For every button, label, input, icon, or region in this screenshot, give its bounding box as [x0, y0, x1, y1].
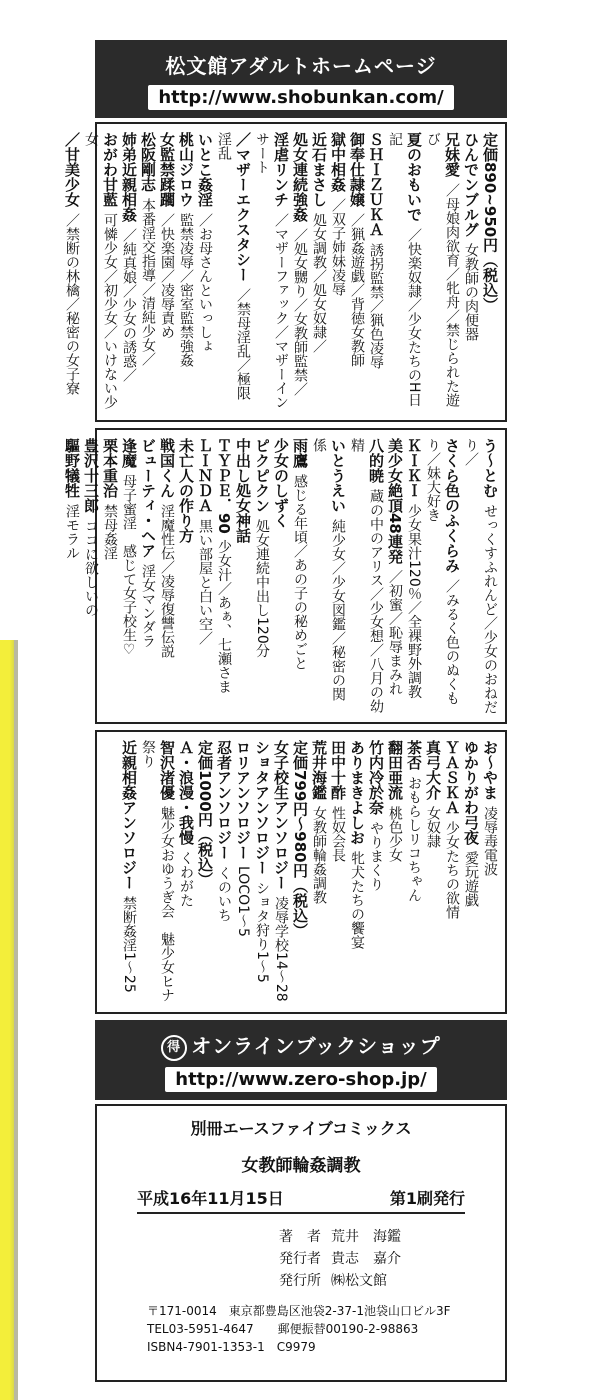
catalog-titles: おもらしリコちゃん: [406, 776, 422, 902]
credit-row: [257, 1270, 505, 1292]
catalog-entry: [138, 132, 157, 412]
catalog-entry: [119, 740, 138, 1004]
catalog-titles: ／快楽園／凌辱責め: [159, 213, 175, 339]
catalog-titles: ／母娘肉欲育／牝舟／禁じられた遊び: [425, 132, 460, 407]
catalog-entry: [480, 132, 499, 412]
credit-name: ㈱松文館: [331, 1273, 387, 1289]
credit-role: 発行所: [279, 1273, 321, 1289]
catalog-titles: 可憐少女／初少女／いけない少女: [83, 132, 118, 409]
catalog-titles: 牝犬たちの饗宴: [349, 851, 365, 949]
catalog-author: ＹＡＳＫＡ: [443, 740, 461, 815]
catalog-entry: [195, 438, 214, 714]
catalog-entry: [81, 132, 119, 412]
catalog-titles: ／初蜜／恥辱まみれ: [387, 569, 403, 696]
catalog-author: 雨鷹: [291, 438, 309, 468]
catalog-entry: [252, 740, 271, 1004]
catalog-entry: [195, 132, 214, 412]
catalog-titles: 蔵の中のアリス／少女想／八月の幼精: [349, 438, 384, 713]
catalog-titles: ココに欲しいの: [83, 519, 99, 617]
catalog-entry: [233, 438, 252, 714]
catalog-author: 御奉仕隷嬢: [348, 132, 366, 207]
catalog-author: ／マザーエクスタシー: [234, 132, 252, 282]
catalog-titles: 監禁凌辱／密室監禁強姦: [178, 213, 194, 367]
online-shop-title: [95, 1020, 507, 1061]
catalog-author: ゆかりがわ弓夜: [462, 740, 480, 845]
catalog-titles: 淫女マンダラ: [140, 564, 156, 648]
catalog-author: ＳＨＩＺＵＫＡ: [367, 132, 385, 237]
catalog-titles: 性奴会長: [330, 806, 346, 862]
catalog-entry: [385, 740, 404, 1004]
catalog-author: 定価890~950円（税込）: [481, 132, 499, 313]
catalog-author: 田中十酢: [329, 740, 347, 800]
catalog-titles: くのいち: [216, 866, 232, 922]
catalog-titles: 誘拐監禁／猟色凌辱: [368, 243, 384, 369]
catalog-entry: [214, 438, 233, 714]
catalog-titles: 少女たちの欲情: [444, 821, 460, 919]
catalog-entry: [480, 740, 499, 1004]
catalog-titles: 感じる年頃／あの子の秘めごと: [292, 474, 308, 670]
publisher-address: 〒171-0014 東京都豊島区池袋2-37-1池袋山口ビル3F: [147, 1304, 451, 1318]
catalog-titles: せっくすふれんど／少女のおねだり／: [463, 438, 498, 714]
catalog-entry: [157, 132, 176, 412]
catalog-entry: [366, 132, 385, 412]
homepage-url[interactable]: http://www.shobunkan.com/: [148, 85, 453, 110]
catalog-author: ＫＩＫＩ: [405, 438, 423, 498]
catalog-author: 少女のしずく: [272, 438, 290, 528]
catalog-entry: [138, 438, 157, 714]
catalog-titles: 女教師の肉便器: [463, 243, 479, 341]
catalog-entry: [461, 740, 480, 1004]
catalog-author: 茶否: [405, 740, 423, 770]
catalog-entry: [271, 438, 290, 714]
credit-row: [257, 1248, 505, 1270]
catalog-box-1: [63, 122, 507, 422]
homepage-title: 松文館アダルトホームページ: [165, 54, 437, 78]
credits: [97, 1226, 505, 1292]
catalog-author: 定価799円～980円（税込）: [291, 740, 309, 938]
catalog-entry: [347, 438, 385, 714]
catalog-entry: [385, 132, 423, 412]
catalog-author: 夏のおもいで: [405, 132, 423, 222]
catalog-author: おがわ甘藍: [101, 132, 119, 207]
catalog-entry: [423, 438, 461, 714]
catalog-entry: [214, 132, 252, 412]
catalog-titles: やりまくり: [368, 821, 384, 891]
toku-badge-icon: 得: [161, 1035, 187, 1061]
catalog-titles: 処女調教／処女奴隷／: [311, 213, 327, 353]
catalog-author: 中出し処女神話: [234, 438, 252, 543]
book-title: 女教師輪姦調教: [241, 1156, 361, 1176]
catalog-titles: ／純真娘／少女の誘惑／: [121, 228, 137, 382]
catalog-entry: [214, 740, 233, 1004]
catalog-author: 八的暁: [367, 438, 385, 483]
catalog-author: 近親相姦アンソロジー: [120, 740, 138, 890]
catalog-entry: [423, 132, 461, 412]
catalog-titles: 本番淫交指導／清純少女／: [140, 198, 156, 366]
catalog-titles: 禁断姦淫1～25: [121, 896, 137, 993]
catalog-entry: [157, 438, 176, 714]
catalog-titles: ／マザーファック／マザーインサート: [254, 132, 289, 409]
catalog-titles: 桃色少女: [387, 806, 403, 862]
catalog-author: ピクピクン: [253, 438, 271, 513]
catalog-titles: ショタ狩り1～5: [254, 881, 270, 983]
catalog-titles: 淫魔性伝／凌辱復讐伝説: [159, 504, 175, 658]
catalog-entry: [442, 740, 461, 1004]
catalog-author: 未亡人の作り方: [177, 438, 195, 543]
catalog-author: 女監禁蹂躙: [158, 132, 176, 207]
catalog-entry: [366, 740, 385, 1004]
catalog-entry: [119, 438, 138, 714]
catalog-titles: 淫モラル: [64, 504, 80, 560]
catalog-entry: [252, 132, 290, 412]
catalog-titles: ／禁母淫乱／極限淫乱: [216, 132, 251, 400]
catalog-titles: 少女汁／あぁ、七瀬さま: [216, 539, 232, 694]
catalog-author: 定価1000円（税込）: [196, 740, 214, 887]
catalog-titles: 純少女／少女図鑑／秘密の関係: [311, 438, 346, 701]
catalog-entry: [252, 438, 271, 714]
catalog-entry: [138, 740, 176, 1004]
catalog-titles: 凌辱学校14～28: [273, 896, 289, 1002]
publication-date: 平成16年11月15日: [137, 1189, 284, 1208]
catalog-entry: [404, 438, 423, 714]
credit-role: 著 者: [279, 1229, 321, 1245]
catalog-titles: 黒い部屋と白い空／: [197, 519, 213, 645]
catalog-entry: [176, 740, 195, 1004]
catalog-author: 処女連続強姦: [291, 132, 309, 222]
catalog-entry: [81, 438, 100, 714]
catalog-titles: LOCO1～5: [235, 866, 251, 937]
credit-name: 貴志 嘉介: [331, 1251, 401, 1267]
catalog-author: ／甘美少女: [63, 132, 81, 207]
catalog-entry: [309, 438, 347, 714]
catalog-entry: [328, 740, 347, 1004]
catalog-entry: [176, 438, 195, 714]
publisher-tel: TEL03-5951-4647 郵便振替00190-2-98863: [147, 1322, 419, 1336]
catalog-titles: 女教師輪姦調教: [311, 806, 327, 904]
catalog-author: 松阪剛志: [139, 132, 157, 192]
catalog-author: ロリアンソロジー: [234, 740, 252, 860]
catalog-author: ビューティ・ヘア: [139, 438, 157, 558]
colophon: [95, 1104, 507, 1382]
catalog-entry: [290, 438, 309, 714]
catalog-author: ＴＹＰＥ．90: [215, 438, 233, 534]
catalog-author: 姉弟近親相姦: [120, 132, 138, 222]
catalog-titles: ／猟姦遊戯／背徳女教師: [349, 213, 365, 367]
catalog-entry: [328, 132, 347, 412]
catalog-entry: [423, 740, 442, 1004]
yellow-edge-strip: [0, 640, 14, 1400]
catalog-entry: [385, 438, 404, 714]
catalog-entry: [309, 132, 328, 412]
catalog-titles: ／お母さんといっしょ: [197, 213, 213, 353]
catalog-author: 荒井海鑑: [310, 740, 328, 800]
catalog-author: 美少女絶頂48連発: [386, 438, 404, 564]
catalog-author: 逢魔: [120, 438, 138, 468]
catalog-entry: [290, 740, 309, 1004]
catalog-entry: [62, 438, 81, 714]
catalog-entry: [347, 740, 366, 1004]
catalog-author: いとこ姦淫: [196, 132, 214, 207]
catalog-author: 智沢渚優: [158, 740, 176, 800]
credit-row: [257, 1226, 505, 1248]
catalog-author: ショタアンソロジー: [253, 740, 271, 875]
catalog-author: 驅野犠牲: [63, 438, 81, 498]
catalog-entry: [233, 740, 252, 1004]
catalog-box-2: [63, 428, 507, 724]
catalog-author: 女子校生アンソロジー: [272, 740, 290, 890]
credit-role: 発行者: [279, 1251, 321, 1267]
catalog-author: 戦国くん: [158, 438, 176, 498]
catalog-entry: [461, 132, 480, 412]
catalog-box-3: [95, 730, 507, 1014]
online-shop-banner: [95, 1020, 507, 1100]
catalog-author: 近石まさし: [310, 132, 328, 207]
catalog-author: ありまきよしお: [348, 740, 366, 845]
catalog-titles: 禁母姦淫: [102, 504, 118, 560]
online-shop-label: オンラインブックショップ: [191, 1034, 441, 1058]
publisher-contact: [97, 1302, 505, 1356]
catalog-titles: 処女連続中出し120分: [254, 519, 270, 658]
series-name: 別冊エースファイブコミックス: [190, 1119, 412, 1138]
publication-date-row: [137, 1186, 465, 1214]
catalog-entry: [176, 132, 195, 412]
catalog-entry: [461, 438, 499, 714]
catalog-author: 豊沢十三郎: [82, 438, 100, 513]
credit-name: 荒井 海鑑: [331, 1229, 401, 1245]
catalog-author: 忍者アンソロジー: [215, 740, 233, 860]
catalog-titles: 凌辱毒電波: [482, 806, 498, 876]
catalog-entry: [195, 740, 214, 1004]
catalog-author: お～やま: [481, 740, 499, 800]
catalog-entry: [309, 740, 328, 1004]
catalog-author: ＬＩＮＤＡ: [196, 438, 214, 513]
catalog-entry: [271, 740, 290, 1004]
catalog-entry: [119, 132, 138, 412]
catalog-author: 桃山ジロウ: [177, 132, 195, 207]
catalog-entry: [290, 132, 309, 412]
catalog-entry: [62, 132, 81, 412]
catalog-author: Ａ・浪漫・我慢: [177, 740, 195, 845]
catalog-entry: [100, 438, 119, 714]
online-shop-url[interactable]: http://www.zero-shop.jp/: [165, 1067, 436, 1092]
catalog-author: 真弓大介: [424, 740, 442, 800]
catalog-author: 獄中相姦: [329, 132, 347, 192]
isbn: ISBN4-7901-1353-1 C9979: [147, 1340, 316, 1354]
catalog-author: 翻田亜流: [386, 740, 404, 800]
catalog-titles: ／みるく色のぬくもり／妹大好き: [425, 438, 460, 705]
catalog-author: う～とむ: [481, 438, 499, 498]
catalog-titles: 母子蜜淫 感じて女子校生♡: [121, 474, 137, 658]
catalog-titles: 魅少女おゆうぎ会 魅少女ヒナ祭り: [140, 740, 175, 1002]
catalog-author: 兄妹愛: [443, 132, 461, 177]
catalog-author: さくら色のふくらみ: [443, 438, 461, 573]
homepage-banner: [95, 40, 507, 118]
catalog-titles: 愛玩遊戯: [463, 851, 479, 907]
catalog-titles: ／双子姉妹凌辱: [330, 198, 346, 296]
catalog-entry: [404, 740, 423, 1004]
catalog-titles: ／快楽奴隷／少女たちのH日記: [387, 132, 422, 407]
catalog-titles: ／処女嬲り／女教師監禁／: [292, 228, 308, 396]
catalog-author: ひんでンブルグ: [462, 132, 480, 237]
catalog-author: 栗本重治: [101, 438, 119, 498]
catalog-author: 竹内冷於奈: [367, 740, 385, 815]
catalog-titles: ／禁断の林檎／秘密の女子寮: [64, 213, 80, 395]
catalog-author: 淫虐リンチ: [272, 132, 290, 207]
catalog-titles: くわがた: [178, 851, 194, 907]
catalog-titles: 少女果汁120％／全裸野外調教: [406, 504, 422, 699]
edge-shadow: [14, 640, 18, 1400]
edition: 第1刷発行: [389, 1189, 465, 1208]
catalog-entry: [347, 132, 366, 412]
catalog-titles: 女奴隷: [425, 806, 441, 848]
catalog-author: いとうえい: [329, 438, 347, 513]
